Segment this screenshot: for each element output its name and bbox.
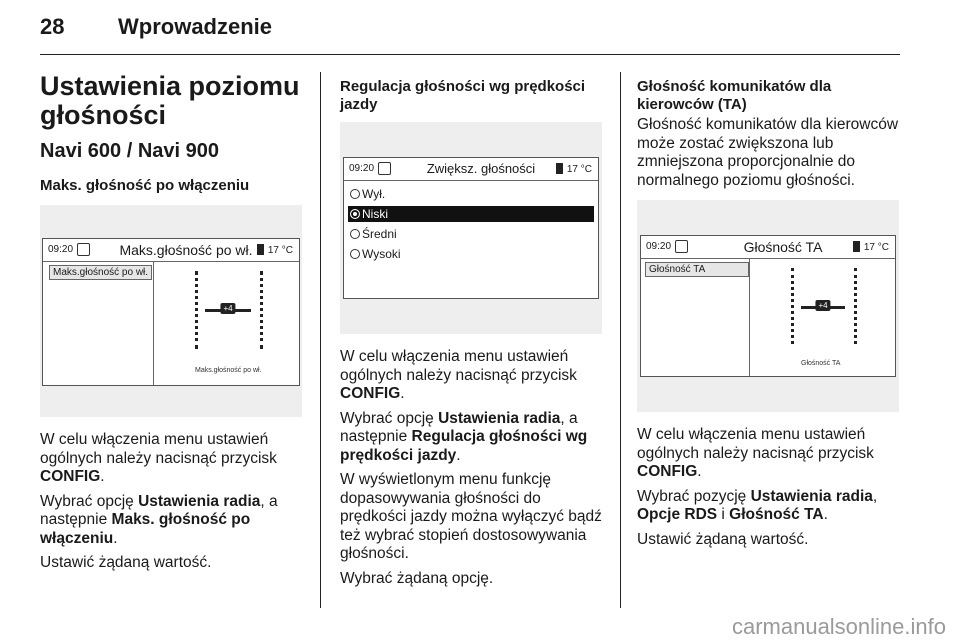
screen-title: Głośność TA bbox=[743, 239, 823, 255]
volume-value: +4 bbox=[815, 300, 830, 311]
status-bar bbox=[344, 158, 598, 181]
screen-title: Zwiększ. głośności bbox=[426, 161, 536, 176]
screen-title: Maks.głośność po wł. bbox=[119, 242, 253, 258]
column-2 bbox=[340, 72, 604, 594]
section-subtitle: Navi 600 / Navi 900 bbox=[40, 140, 220, 162]
paragraph: W celu włączenia menu ustawień ogólnych należy nacisnąć przycisk CONFIG. bbox=[40, 431, 277, 485]
paragraph: Głośność komunikatów dla kierowców może zostać zwiększona lub zmniejszona proporcjonalnie do normalnego poziomu głośności. bbox=[637, 116, 899, 189]
meter-scale bbox=[260, 271, 266, 349]
panel-divider bbox=[749, 258, 750, 376]
meter-scale bbox=[791, 268, 797, 344]
paragraph: W celu włączenia menu ustawień ogólnych należy nacisnąć przycisk CONFIG. bbox=[637, 426, 874, 480]
volume-value: +4 bbox=[220, 303, 235, 314]
meter-caption: Maks.głośność po wł. bbox=[195, 367, 262, 374]
option-item[interactable]: Niski bbox=[348, 206, 594, 222]
subsection-heading: Głośność komunikatów dla kierowców (TA) bbox=[637, 78, 832, 113]
menu-field[interactable]: Maks.głośność po wł. bbox=[49, 265, 152, 280]
paragraph: W wyświetlonym menu funkcję dopasowywania głośności do prędkości jazdy można wyłączyć bądź też wybrać stopień dostosowywania głośności. bbox=[340, 471, 602, 562]
screenshot-figure bbox=[637, 200, 899, 412]
subsection-heading: Regulacja głośności wg prędkości jazdy bbox=[340, 78, 586, 113]
temperature: 17 °C bbox=[257, 244, 293, 256]
display-screen bbox=[42, 238, 300, 386]
section-title: Ustawienia poziomu głośności bbox=[40, 71, 300, 130]
display-screen bbox=[343, 157, 599, 299]
screenshot-figure bbox=[40, 205, 302, 417]
chapter-title: Wprowadzenie bbox=[118, 14, 273, 39]
column-1 bbox=[40, 72, 305, 579]
column-3 bbox=[637, 72, 901, 555]
status-bar bbox=[641, 236, 895, 259]
meter-scale bbox=[854, 268, 860, 344]
meter-scale bbox=[195, 271, 201, 349]
config-button-label: CONFIG bbox=[40, 468, 101, 485]
volume-meter[interactable] bbox=[751, 260, 893, 374]
paragraph: Wybrać opcję Ustawienia radia, a następnie Regulacja głośności wg prędkości jazdy. bbox=[340, 409, 588, 464]
page-header bbox=[40, 14, 272, 40]
paragraph: Wybrać żądaną opcję. bbox=[340, 569, 494, 587]
column-divider bbox=[320, 72, 321, 608]
subsection-heading: Maks. głośność po włączeniu bbox=[40, 177, 250, 194]
status-bar bbox=[43, 239, 299, 262]
paragraph: Ustawić żądaną wartość. bbox=[637, 530, 809, 548]
paragraph: Wybrać pozycję Ustawienia radia, Opcje RDS i Głośność TA. bbox=[637, 487, 878, 523]
paragraph: Ustawić żądaną wartość. bbox=[40, 554, 212, 571]
header-rule bbox=[40, 54, 900, 55]
panel-divider bbox=[153, 261, 154, 385]
screenshot-figure bbox=[340, 122, 602, 334]
volume-slider-knob[interactable] bbox=[205, 304, 251, 313]
clock-time: 09:20 bbox=[48, 244, 74, 255]
clock-time: 09:20 bbox=[646, 241, 672, 252]
menu-field[interactable]: Głośność TA bbox=[645, 262, 749, 277]
page-number: 28 bbox=[40, 14, 65, 39]
volume-slider-knob[interactable] bbox=[801, 301, 845, 310]
paragraph: Wybrać opcję Ustawienia radia, a następnie Maks. głośność po włączeniu. bbox=[40, 492, 278, 547]
watermark: carmanualsonline.info bbox=[731, 614, 946, 639]
option-item[interactable]: Średni bbox=[348, 226, 594, 242]
option-item[interactable]: Wysoki bbox=[348, 246, 594, 262]
temperature: 17 °C bbox=[853, 241, 889, 253]
paragraph: W celu włączenia menu ustawień ogólnych należy nacisnąć przycisk CONFIG. bbox=[340, 348, 577, 402]
clock-time: 09:20 bbox=[349, 163, 375, 174]
option-item[interactable]: Wył. bbox=[348, 186, 594, 202]
display-screen bbox=[640, 235, 896, 377]
meter-caption: Głośność TA bbox=[801, 360, 841, 367]
column-divider bbox=[620, 72, 621, 608]
temperature: 17 °C bbox=[556, 163, 592, 175]
volume-meter[interactable] bbox=[155, 263, 297, 381]
